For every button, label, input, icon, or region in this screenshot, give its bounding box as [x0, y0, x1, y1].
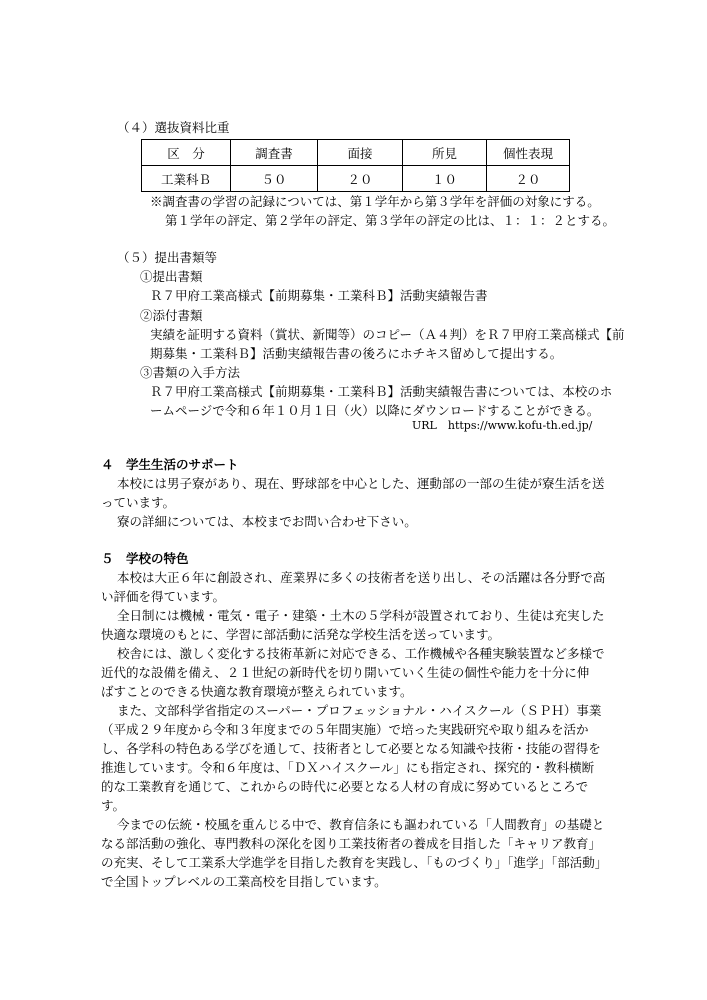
doc-subheading: ③書類の入手方法: [140, 365, 241, 380]
paragraph-line: なる部活動の強化、専門教科の深化を図り工業技術者の養成を目指した「キャリア教育」: [101, 836, 602, 851]
section-documents-title: （５）提出書類等: [117, 250, 218, 265]
paragraph-line: の充実、そして工業系大学進学を目指した教育を実践し、「ものづくり」「進学」「部活動」: [101, 855, 608, 870]
doc-text: ームページで令和６年１０月１日（火）以降にダウンロードすることができる。: [150, 403, 600, 418]
doc-text: Ｒ７甲府工業高様式【前期募集・工業科Ｂ】活動実績報告書については、本校のホ: [150, 384, 613, 399]
paragraph-line: 校舎には、激しく変化する技術革新に対応できる、工作機械や各種実験装置など多様で: [117, 646, 605, 661]
section-heading-student-life: ４ 学生生活のサポート: [101, 457, 239, 472]
paragraph-line: 推進しています。令和６年度は、「ＤＸハイスクール」にも指定され、探究的・教科横断: [101, 760, 595, 775]
table-header-row: [142, 140, 570, 166]
paragraph-line: 快適な環境のもとに、学習に部活動に活発な学校生活を送っています。: [101, 627, 501, 642]
doc-subheading: ②添付書類: [140, 308, 203, 323]
paragraph-line: で全国トップレベルの工業高校を目指しています。: [101, 874, 387, 889]
table-cell: ２０: [318, 166, 403, 192]
paragraph-line: 的な工業教育を通じて、これからの時代に必要となる人材の育成に努めているところで: [101, 779, 589, 794]
header-cell: 調査書: [231, 140, 318, 166]
paragraph-line: ばすことのできる快適な教育環境が整えられています。: [101, 684, 413, 699]
paragraph-line: い評価を得ています。: [101, 589, 226, 604]
header-cell: 面接: [318, 140, 403, 166]
table-cell: １０: [403, 166, 487, 192]
doc-text: 実績を証明する資料（賞状、新聞等）のコピー（Ａ４判）をＲ７甲府工業高様式【前: [150, 327, 625, 342]
paragraph-line: 全日制には機械・電気・電子・建築・土木の５学科が設置されており、生徒は充実した: [117, 608, 605, 623]
header-cell: 所見: [403, 140, 487, 166]
header-cell: 個性表現: [487, 140, 570, 166]
section-heading-school-features: ５ 学校の特色: [101, 551, 189, 566]
paragraph-line: （平成２９年度から令和３年度までの５年間実施）で培った実践研究や取り組みを活か: [101, 722, 589, 737]
selection-weight-table: [141, 139, 570, 192]
table-row: [142, 166, 570, 192]
table-cell: 工業科Ｂ: [142, 166, 231, 192]
section-selection-weight-title: （４）選抜資料比重: [117, 120, 230, 135]
paragraph-line: 本校には男子寮があり、現在、野球部を中心とした、運動部の一部の生徒が寮生活を送: [117, 476, 605, 491]
paragraph-line: また、文部科学省指定のスーパー・プロフェッショナル・ハイスクール（ＳＰＨ）事業: [117, 703, 602, 718]
paragraph-line: っています。: [101, 495, 176, 510]
paragraph-line: し、各学科の特色ある学びを通して、技術者として必要となる知識や技術・技能の習得を: [101, 741, 601, 756]
paragraph-line: 近代的な設備を備え、２１世紀の新時代を切り開いていく生徒の個性や能力を十分に伸: [101, 665, 590, 680]
paragraph-line: 今までの伝統・校風を重んじる中で、教育信条にも謳われている「人間教育」の基礎と: [117, 817, 605, 832]
doc-text: Ｒ７甲府工業高様式【前期募集・工業科Ｂ】活動実績報告書: [150, 288, 488, 303]
paragraph-line: す。: [101, 798, 126, 813]
doc-subheading: ①提出書類: [140, 269, 203, 284]
table-cell: ２０: [487, 166, 570, 192]
doc-text: 期募集・工業科Ｂ】活動実績報告書の後ろにホチキス留めして提出する。: [150, 346, 563, 361]
school-url: URL https://www.kofu-th.ed.jp/: [412, 419, 593, 432]
paragraph-line: 寮の詳細については、本校までお問い合わせ下さい。: [117, 514, 417, 529]
note-line: ※調査書の学習の記録については、第１学年から第３学年を評価の対象にする。: [150, 194, 600, 209]
table-cell: ５０: [231, 166, 318, 192]
paragraph-line: 本校は大正６年に創設され、産業界に多くの技術者を送り出し、その活躍は各分野で高: [117, 570, 606, 585]
note-line: 第１学年の評定、第２学年の評定、第３学年の評定の比は、１：１：２とする。: [165, 213, 616, 228]
header-cell: 区 分: [142, 140, 231, 166]
